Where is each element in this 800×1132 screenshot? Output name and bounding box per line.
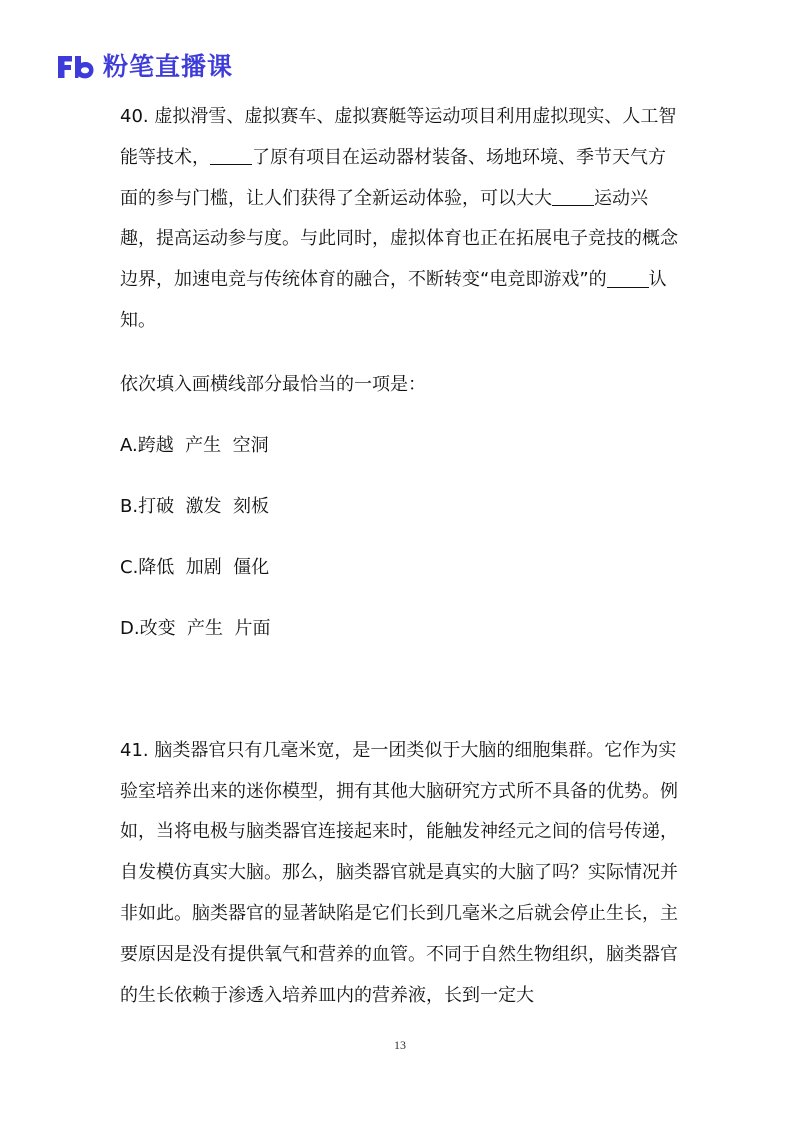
fill-blank (552, 188, 594, 206)
page-content (120, 97, 680, 1016)
brand-logo (55, 50, 233, 84)
option-c: C.降低 加剧 僵化 (120, 556, 270, 578)
fenbi-logo-icon (55, 54, 95, 80)
question-40-stem (120, 97, 680, 342)
question-40-text-4: 认知。 (120, 269, 667, 331)
page-number: 13 (394, 1038, 406, 1052)
brand-name: 粉笔直播课 (103, 52, 234, 81)
question-40-prompt: 依次填入画横线部分最恰当的一项是： (120, 373, 426, 395)
fill-blank (210, 147, 252, 165)
question-40-text-3: 运动兴趣，提高运动参与度。与此同时，虚拟体育也正在拓展电子竞技的概念边界，加速电竞与传统体育的融合，不断转变“电竞即游戏”的 (120, 187, 678, 291)
question-40-text-2: 了原有项目在运动器材装备、场地环境、季节天气方面的参与门槛，让人们获得了全新运动体验，可以大大 (120, 146, 666, 209)
option-b: B.打破 激发 刻板 (120, 495, 269, 517)
question-40-text-1: 40. 虚拟滑雪、虚拟赛车、虚拟赛艇等运动项目利用虚拟现实、人工智能等技术， (120, 106, 677, 168)
option-a: A.跨越 产生 空洞 (120, 434, 269, 456)
option-d: D.改变 产生 片面 (120, 617, 271, 639)
fill-blank (607, 270, 649, 288)
question-41-stem: 41. 脑类器官只有几毫米宽，是一团类似于大脑的细胞集群。它作为实验室培养出来的迷你模型，拥有其他大脑研究方式所不具备的优势。例如，当将电极与脑类器官连接起来时，能触发神经元之间的信号传递，自发模仿真实大脑。那么，脑类器官就是真实的大脑了吗？实际情况并非如此。脑类器官的显著缺陷是它们长到几毫米之后就会停止生长，主要原因是没有提供氧气和营养的血管。不同于自然生物组织，脑类器官的生长依赖于渗透入培养皿内的营养液，长到一定大 (120, 739, 678, 1006)
